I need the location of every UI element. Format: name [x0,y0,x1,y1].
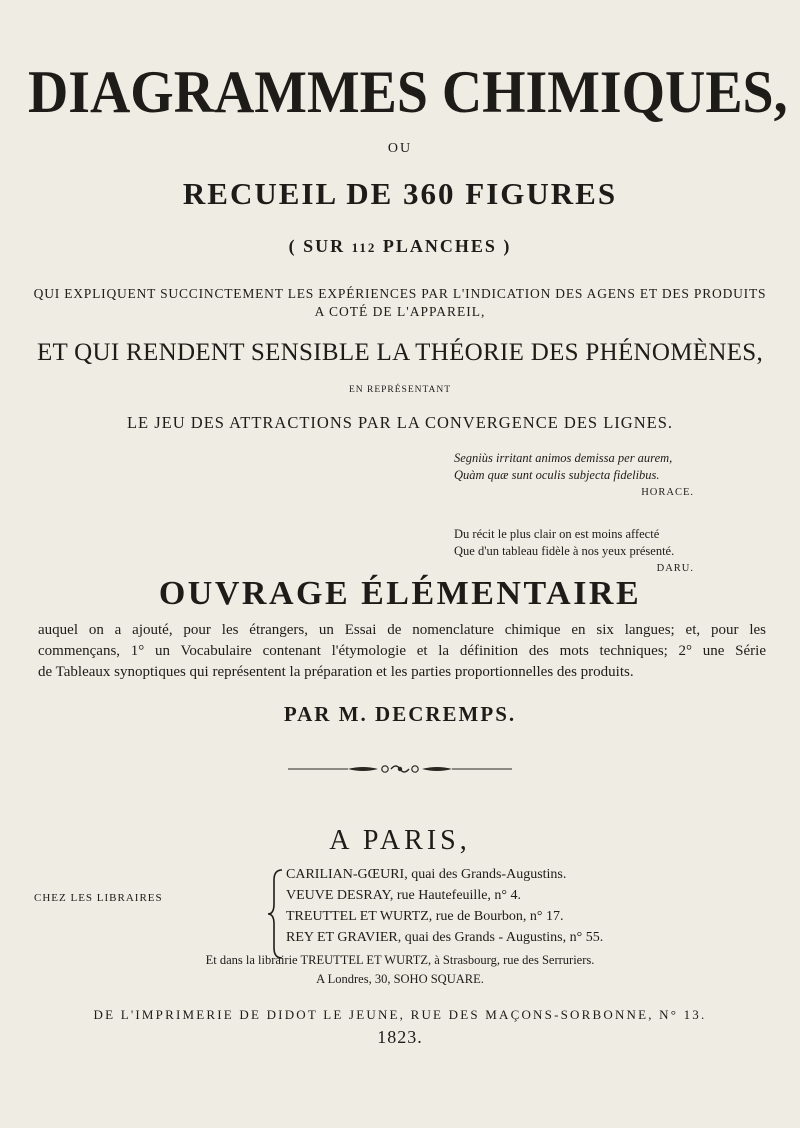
bookseller-name: CARILIAN-GŒURI [286,867,405,882]
bookseller-entry [286,927,603,948]
place-line: A PARIS, [329,825,471,856]
recueil-title: RECUEIL DE 360 FIGURES [182,176,618,211]
epigraph-line: Quàm quæ sunt oculis subjecta fidelibus. [454,468,660,482]
paragraph-line: de Tableaux synoptiques qui représentent la préparation et les parties proportionnelles des produits. [38,664,634,680]
epigraph-line: Du récit le plus clair on est moins affecté [454,527,660,541]
booksellers-list [286,864,603,948]
bookseller-address: , rue Hautefeuille, n° 4. [389,888,522,903]
planches-close: PLANCHES ) [376,236,512,256]
description-line-1: QUI EXPLIQUENT SUCCINCTEMENT LES EXPÉRIENCES PAR L'INDICATION DES AGENS ET DES PRODUITS [33,286,767,301]
epigraph-line: Que d'un tableau fidèle à nos yeux présenté. [454,544,675,558]
description-jeu: LE JEU DES ATTRACTIONS PAR LA CONVERGENCE DES LIGNES. [126,413,674,432]
epigraph-line: Segniùs irritant animos demissa per aurem, [454,451,673,465]
planches-open: ( SUR [288,236,352,256]
author-line: PAR M. DECREMPS. [283,702,517,726]
ouvrage-heading: OUVRAGE ÉLÉMENTAIRE [158,575,642,612]
brace-icon [268,868,284,960]
publication-year: 1823. [377,1027,423,1047]
strasbourg-line: Et dans la librairie TREUTTEL ET WURTZ, à Strasbourg, rue des Serruriers. [205,953,595,967]
bookseller-name: REY ET GRAVIER [286,930,398,945]
epigraph-author: DARU. [656,563,694,574]
printer-line: DE L'IMPRIMERIE DE DIDOT LE JEUNE, RUE DES MAÇONS-SORBONNE, N° 13. [93,1007,707,1022]
main-title: DIAGRAMMES CHIMIQUES, [28,59,788,125]
description-representant: EN REPRÉSENTANT [348,385,452,395]
bookseller-entry [286,885,603,906]
bookseller-address: , quai des Grands-Augustins. [404,867,567,882]
bookseller-address: , quai des Grands - Augustins, n° 55. [397,930,604,945]
bookseller-name: TREUTTEL ET WURTZ [286,909,429,924]
ornament-divider-icon [288,762,512,776]
londres-line: A Londres, 30, SOHO SQUARE. [316,972,484,986]
booksellers-label: CHEZ LES LIBRAIRES [34,892,163,904]
paragraph-line: auquel on a ajouté, pour les étrangers, un Essai de nomenclature chimique en six langues; et, pour les [38,622,766,638]
description-paragraph [38,620,766,683]
subtitle-ou: OU [387,141,413,156]
bookseller-name: VEUVE DESRAY [286,888,390,903]
epigraph-daru [454,526,704,577]
description-line-2: A COTÉ DE L'APPAREIL, [314,304,486,319]
bookseller-address: , rue de Bourbon, n° 17. [428,909,564,924]
paragraph-line: commençans, 1° un Vocabulaire contenant l'étymologie et la définition des mots techniques; 2° une Série [38,643,766,659]
planches-line [0,236,800,257]
planches-count: 112 [351,240,377,255]
epigraph-author: HORACE. [641,487,694,498]
bookseller-entry [286,906,603,927]
bookseller-entry [286,864,603,885]
description-sensible: ET QUI RENDENT SENSIBLE LA THÉORIE DES PHÉNOMÈNES, [36,339,764,366]
epigraph-horace [454,450,704,501]
